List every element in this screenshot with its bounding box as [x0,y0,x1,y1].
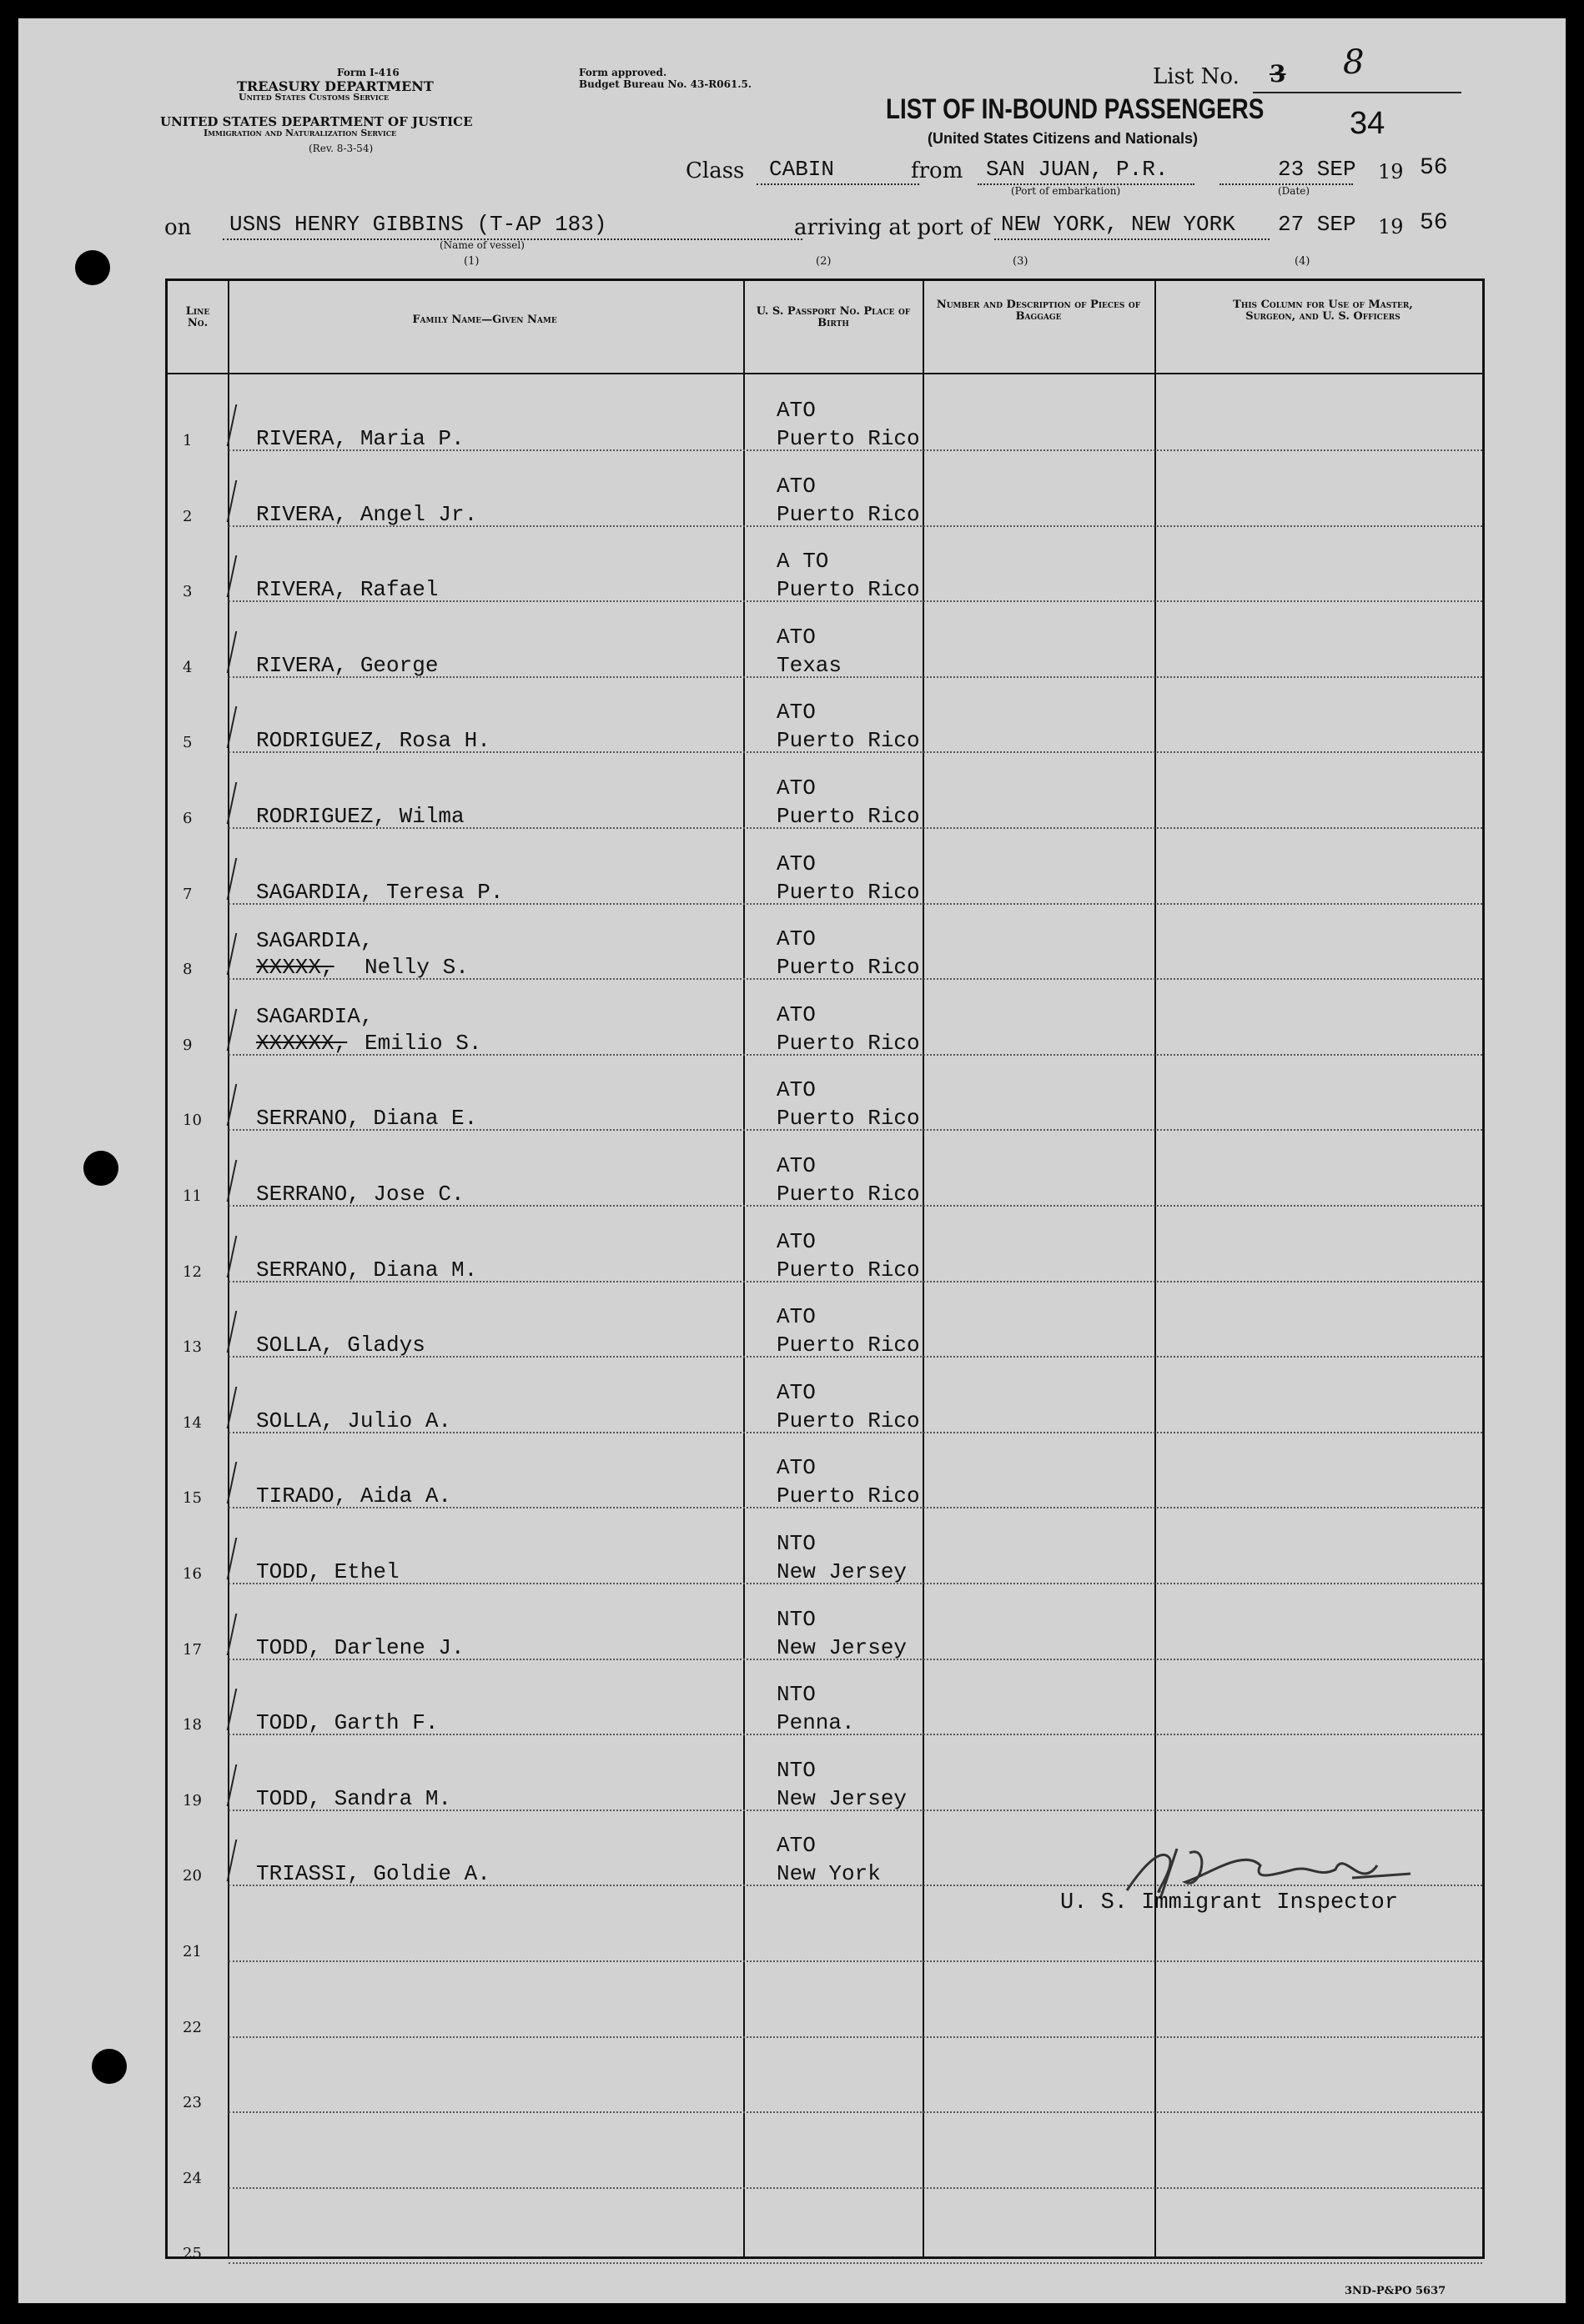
punch-hole-middle [83,1151,118,1186]
class-label: Class [686,158,745,183]
line-number: 19 [183,1791,202,1810]
passport-code: ATO [777,1304,816,1330]
line-number: 20 [183,1867,202,1885]
passenger-name: RIVERA, Rafael [256,577,439,603]
header-officers: This Column for Use of Master, Surgeon, and U. S. Officers [1233,299,1413,323]
line-number: 14 [183,1413,202,1432]
line-number: 9 [183,1036,193,1054]
year2-prefix: 19 [1378,215,1404,238]
row-rule [229,2036,1482,2038]
punch-hole-top [75,250,110,285]
place-of-birth: Puerto Rico [777,728,920,754]
table-row [168,757,1482,832]
check-mark-icon [227,1689,248,1730]
passport-code: A TO [777,549,829,575]
form-number: Form I-416 [337,67,400,78]
on-label: on [164,215,192,240]
place-of-birth: Puerto Rico [777,577,920,603]
passport-code: ATO [777,473,816,499]
check-mark-icon [227,1387,248,1428]
passenger-name: SOLLA, Julio A. [256,1408,452,1433]
table-row [168,1437,1482,1512]
passenger-table [165,279,1485,2263]
check-mark-icon [227,1462,248,1503]
col-marker-4: (4) [1295,255,1310,268]
passport-code: ATO [777,1455,816,1481]
passenger-name: TODD, Garth F. [256,1710,439,1736]
row-rule [229,2187,1482,2189]
passenger-name: TODD, Darlene J. [256,1634,465,1660]
passport-code: ATO [777,1153,816,1178]
check-mark-icon [227,1160,248,1202]
inspector-title: U. S. Immigrant Inspector [1060,1890,1399,1915]
date1-value: 23 SEP [1278,157,1356,182]
treasury-dept: TREASURY DEPARTMENT [237,78,434,94]
place-of-birth: Texas [777,652,842,678]
place-of-birth: Puerto Rico [777,879,920,905]
passenger-name: SAGARDIA, Teresa P. [256,879,504,905]
line-number: 17 [183,1640,202,1659]
check-mark-icon [227,933,248,975]
line-number: 24 [183,2169,202,2187]
place-of-birth: Puerto Rico [777,426,920,451]
line-number: 2 [183,507,193,525]
row-rule [229,2262,1482,2264]
punch-hole-bottom [92,2049,127,2084]
passport-code: ATO [777,624,816,650]
place-of-birth: Puerto Rico [777,804,920,829]
check-mark-icon [227,1764,248,1806]
check-mark-icon [227,782,248,824]
table-row [168,1966,1482,2041]
passport-code: ATO [777,700,816,725]
passenger-name: TRIASSI, Goldie A. [256,1861,490,1887]
budget-bureau: Budget Bureau No. 43-R061.5. [579,78,752,90]
check-mark-icon [227,858,248,900]
passenger-name-correction: SAGARDIA, [256,928,374,954]
line-number: 21 [183,1943,202,1960]
check-mark-icon [227,555,248,597]
table-row [168,1059,1482,1134]
passport-code: NTO [777,1757,816,1783]
place-of-birth: Puerto Rico [777,955,920,981]
passenger-name: RODRIGUEZ, Wilma [256,804,465,829]
passenger-name: RODRIGUEZ, Rosa H. [256,728,490,754]
check-mark-icon [227,404,248,446]
year2-value: 56 [1420,210,1448,236]
line-number: 4 [183,658,193,676]
table-row [168,681,1482,756]
passenger-name: RIVERA, Maria P. [256,426,465,451]
table-row [168,2041,1482,2116]
line-number: 15 [183,1489,202,1508]
passenger-name-struck: XXXXXX, [256,1030,348,1056]
passport-code: ATO [777,1001,816,1027]
passenger-name-correction: SAGARDIA, [256,1003,374,1029]
passport-code: NTO [777,1531,816,1556]
table-row [168,606,1482,681]
table-row [168,530,1482,605]
list-no-struck: 3 [1270,60,1286,88]
check-mark-icon [227,1236,248,1277]
vessel-value: USNS HENRY GIBBINS (T-AP 183) [229,212,607,237]
date2-value: 27 SEP [1278,212,1356,237]
line-number: 25 [183,2245,202,2263]
header-passport: U. S. Passport No. Place of Birth [756,305,911,329]
table-row [168,1513,1482,1588]
passenger-name: SERRANO, Diana E. [256,1106,478,1132]
line-number: 13 [183,1338,202,1357]
form-approved: Form approved. [579,67,667,78]
table-row [168,379,1482,454]
table-row [168,455,1482,530]
place-of-birth: Puerto Rico [777,1408,920,1433]
from-value: SAN JUAN, P.R. [986,157,1169,182]
table-row [168,1664,1482,1739]
passport-code: ATO [777,776,816,801]
passenger-name: RIVERA, Angel Jr. [256,501,478,527]
passport-code: ATO [777,926,816,952]
table-row [168,1135,1482,1210]
line-number: 5 [183,734,193,752]
table-row [168,1362,1482,1437]
check-mark-icon [227,480,248,522]
table-row [168,908,1482,983]
line-number: 1 [183,432,193,449]
line-number: 23 [183,2094,202,2112]
header-line-no: Line No. [185,305,210,329]
page-number: 34 [1350,106,1385,141]
arriving-label: arriving at port of [794,215,992,240]
table-row [168,2192,1482,2267]
page-title: LIST OF IN-BOUND PASSENGERS [886,93,1265,125]
line-number: 3 [183,583,193,601]
check-mark-icon [227,1538,248,1579]
line-number: 6 [183,810,193,827]
table-row [168,833,1482,908]
passenger-name: SOLLA, Gladys [256,1333,425,1358]
check-mark-icon [227,1084,248,1126]
vessel-caption: (Name of vessel) [440,239,525,251]
table-row [168,1739,1482,1815]
place-of-birth: Penna. [777,1710,855,1736]
year1-value: 56 [1420,155,1448,181]
place-of-birth: New Jersey [777,1785,908,1811]
passport-code: ATO [777,1228,816,1254]
passenger-name: SERRANO, Jose C. [256,1182,465,1207]
line-number: 8 [183,961,193,979]
page-subtitle: (United States Citizens and Nationals) [928,130,1199,147]
line-number: 18 [183,1716,202,1734]
place-of-birth: Puerto Rico [777,1257,920,1282]
place-of-birth: Puerto Rico [777,1182,920,1207]
table-row [168,2117,1482,2192]
line-number: 7 [183,885,193,903]
place-of-birth: New Jersey [777,1559,908,1584]
col-marker-3: (3) [1013,255,1028,268]
place-of-birth: Puerto Rico [777,1333,920,1358]
place-of-birth: New Jersey [777,1634,908,1660]
passport-code: ATO [777,398,816,423]
passenger-name: SERRANO, Diana M. [256,1257,478,1282]
table-row [168,1286,1482,1361]
list-no-value: 8 [1343,43,1365,82]
place-of-birth: Puerto Rico [777,1030,920,1056]
check-mark-icon [227,1614,248,1655]
document-sheet [18,18,1566,2303]
passenger-name: TODD, Sandra M. [256,1785,452,1811]
check-mark-icon [227,1840,248,1881]
passport-code: NTO [777,1606,816,1632]
passenger-name: Emilio S. [365,1030,482,1056]
table-row [168,984,1482,1059]
class-value: CABIN [769,157,835,182]
line-number: 12 [183,1262,202,1281]
table-row [168,1211,1482,1286]
place-of-birth: New York [777,1861,881,1887]
place-of-birth: Puerto Rico [777,501,920,527]
passenger-name: TIRADO, Aida A. [256,1483,452,1509]
check-mark-icon [227,1009,248,1051]
port-embark-caption: (Port of embarkation) [1011,185,1121,197]
passenger-name: Nelly S. [365,955,469,981]
line-number: 10 [183,1112,202,1130]
passport-code: NTO [777,1682,816,1708]
list-no-label: List No. [1153,64,1240,89]
passenger-name-struck: XXXXX, [256,955,334,981]
list-no-underline [1253,92,1461,93]
col-marker-2: (2) [816,255,832,268]
customs-service: United States Customs Service [239,92,390,103]
year1-prefix: 19 [1378,160,1404,183]
check-mark-icon [227,706,248,748]
justice-dept: UNITED STATES DEPARTMENT OF JUSTICE [160,114,473,129]
line-number: 22 [183,2018,202,2036]
passenger-name: RIVERA, George [256,652,439,678]
port-value: NEW YORK, NEW YORK [1001,212,1235,237]
place-of-birth: Puerto Rico [777,1483,920,1509]
check-mark-icon [227,631,248,673]
header-name: Family Name—Given Name [412,314,557,326]
row-rule [229,1960,1482,1962]
from-label: from [911,158,963,183]
table-row [168,1589,1482,1664]
line-number: 11 [183,1187,202,1205]
footer-code: 3ND-P&PO 5637 [1345,2285,1446,2297]
col-marker-1: (1) [464,255,480,268]
passport-code: ATO [777,851,816,876]
port-underline [994,238,1270,240]
passport-code: ATO [777,1833,816,1859]
passport-code: ATO [777,1077,816,1103]
line-number: 16 [183,1565,202,1583]
row-rule [229,2111,1482,2113]
header-baggage: Number and Description of Pieces of Baggage [936,299,1141,323]
ins-service: Immigration and Naturalization Service [204,128,397,138]
date-caption: (Date) [1278,185,1310,197]
place-of-birth: Puerto Rico [777,1106,920,1132]
check-mark-icon [227,1311,248,1353]
passenger-name: TODD, Ethel [256,1559,400,1584]
class-underline [757,183,919,185]
header-rule [168,373,1482,374]
revision: (Rev. 8-3-54) [309,143,374,154]
passport-code: ATO [777,1379,816,1405]
